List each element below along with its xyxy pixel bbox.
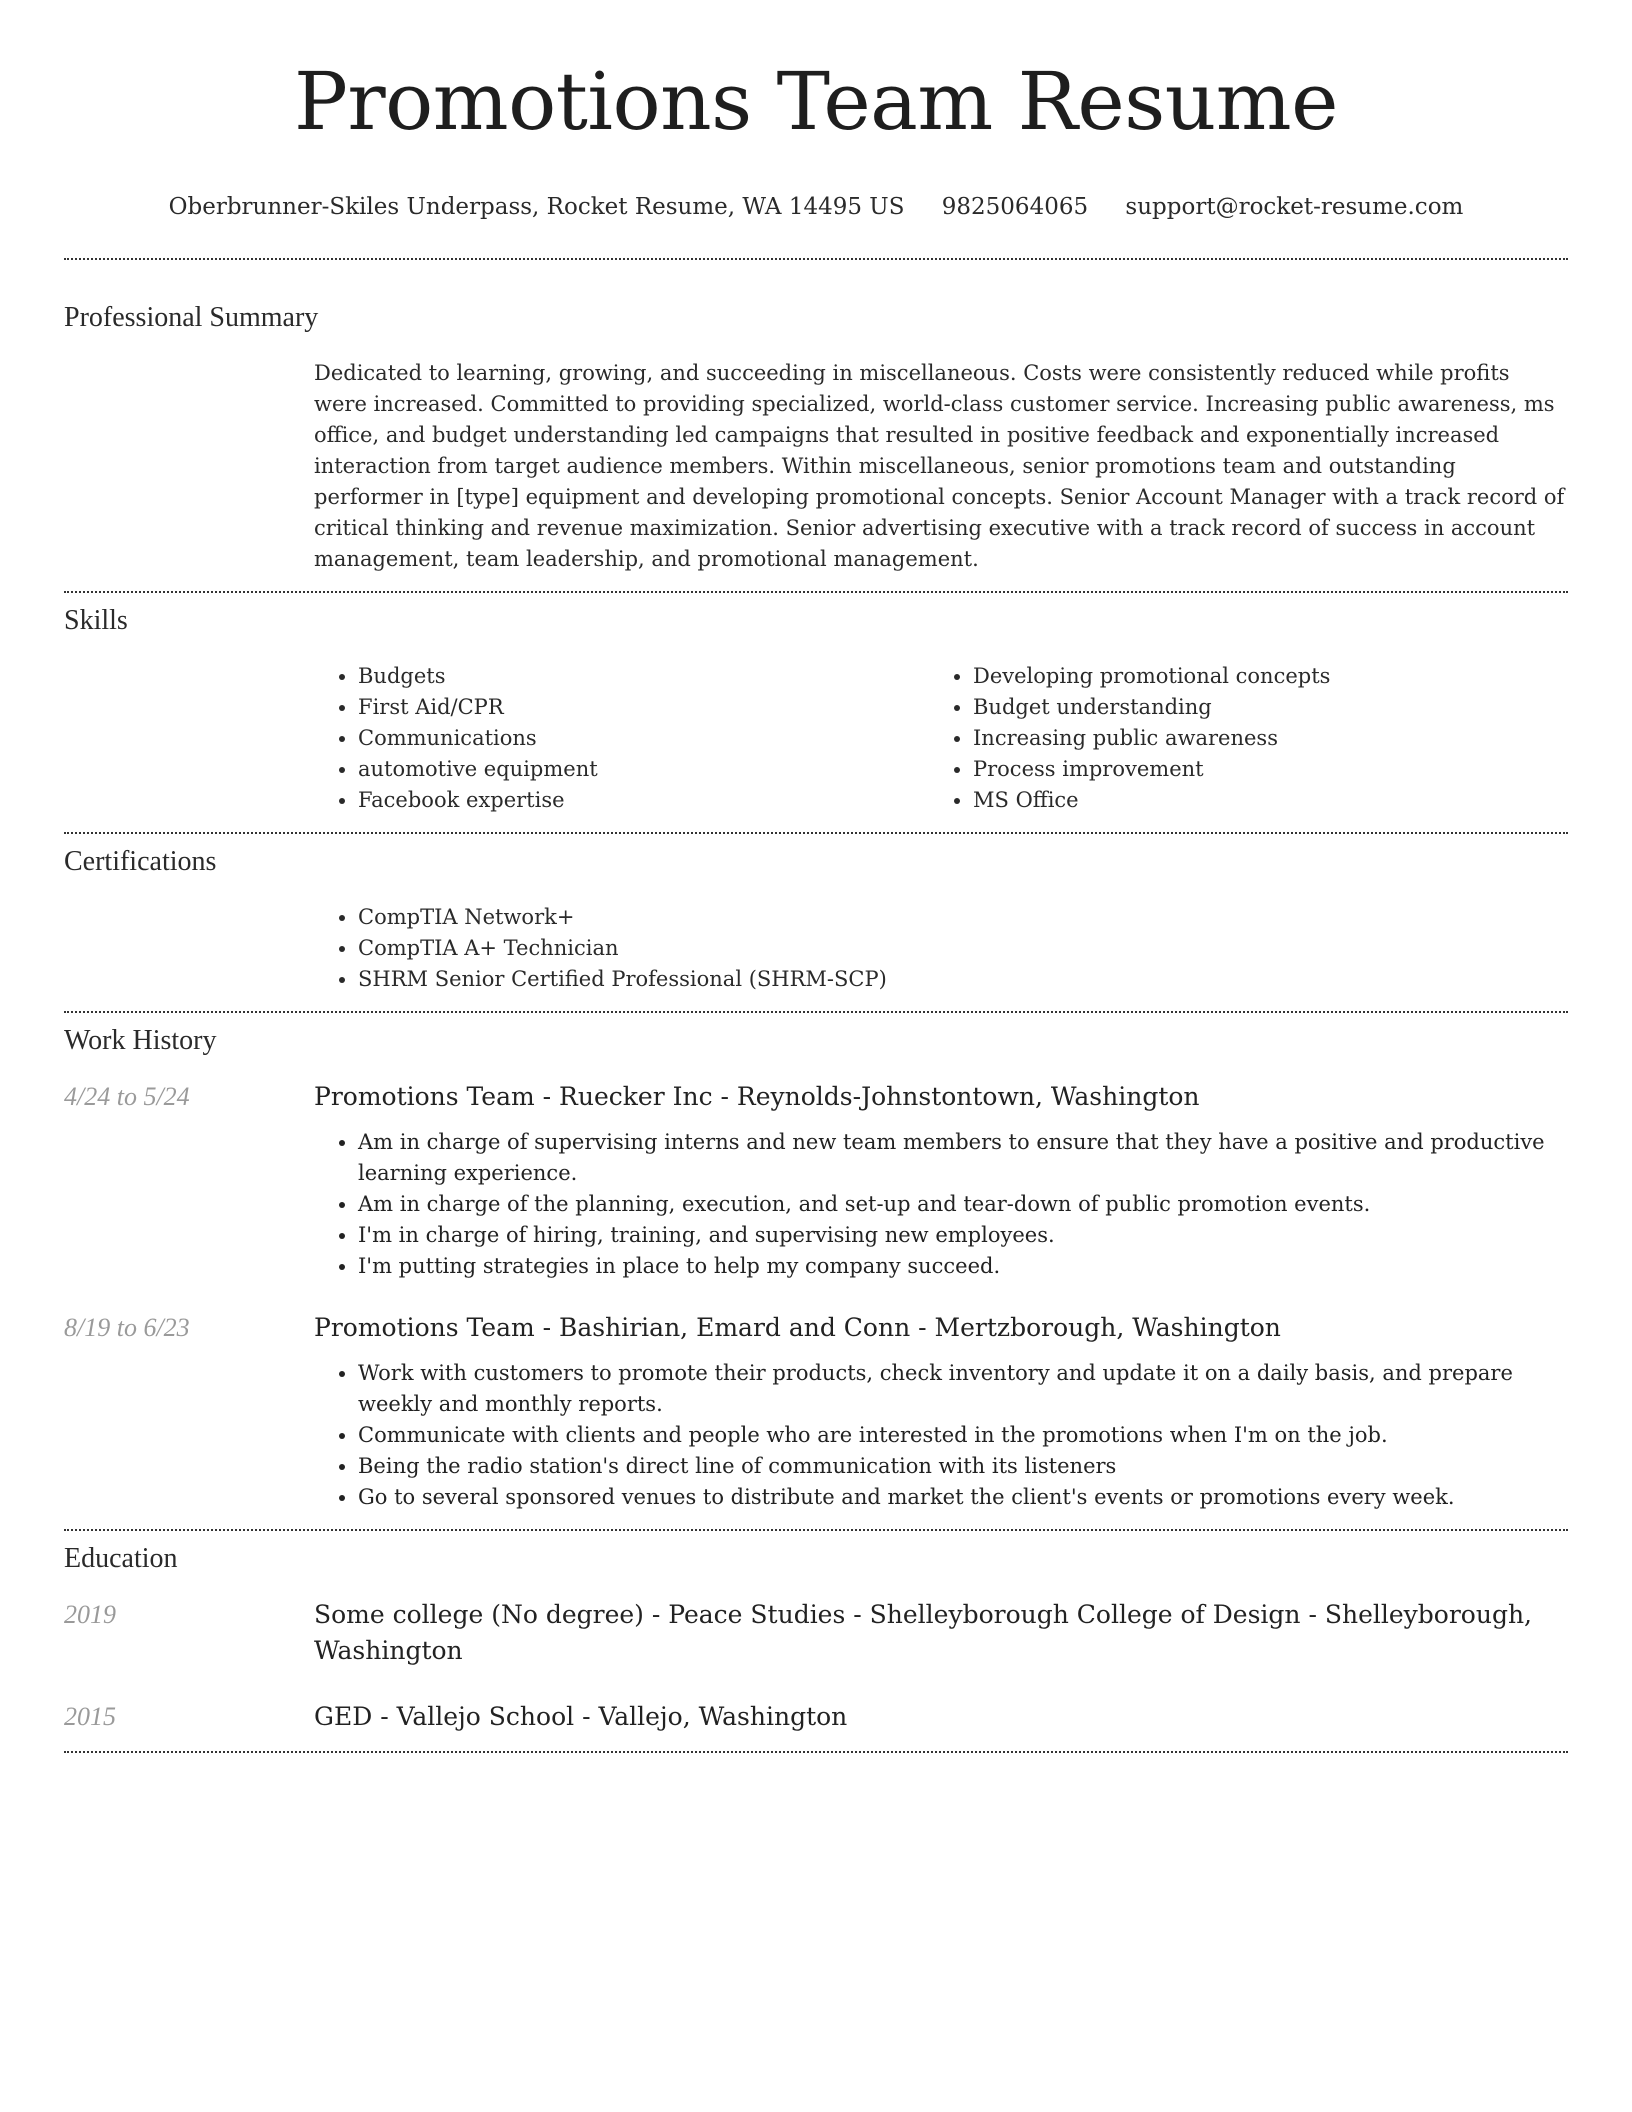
- skill-item: • Budgets: [358, 661, 929, 692]
- skills-list-left: [314, 661, 929, 816]
- education-heading: Education: [64, 1543, 178, 1574]
- job-bullet: • Work with customers to promote their products, check inventory and update it on a daily basis, and prepare weekly and monthly reports.: [358, 1358, 1568, 1420]
- education-body: [314, 1597, 1568, 1669]
- job-dates: 4/24 to 5/24: [64, 1082, 190, 1111]
- job-body: [314, 1310, 1568, 1513]
- summary-heading: Professional Summary: [64, 302, 319, 333]
- job-dates: 8/19 to 6/23: [64, 1313, 190, 1342]
- skill-item: • Facebook expertise: [358, 785, 929, 816]
- certifications-section: [64, 834, 1568, 995]
- job-bullet: • Am in charge of supervising interns and new team members to ensure that they have a positive and productive learning experience.: [358, 1127, 1568, 1189]
- job-bullet: • Go to several sponsored venues to distribute and market the client's events or promotions every week.: [358, 1482, 1568, 1513]
- certifications-content: [314, 902, 1568, 995]
- work-section: [64, 1013, 1568, 1513]
- summary-text: Dedicated to learning, growing, and succeeding in miscellaneous. Costs were consistently reduced while profits were increased. Committed to providing specialized, world-class customer service. Increasing public awareness, ms office, and budget understanding led campaigns that resulted in positive feedback and exponentially increased interaction from target audience members. Within miscellaneous, senior promotions team and outstanding performer in [type] equipment and developing promotional concepts. Senior Account Manager with a track record of critical thinking and revenue maximization. Senior advertising executive with a track record of success in account management, team leadership, and promotional management.: [314, 361, 1565, 571]
- education-entry: [64, 1699, 1568, 1735]
- skills-heading: Skills: [64, 605, 128, 636]
- skill-item: • MS Office: [973, 785, 1568, 816]
- skills-list-right: [929, 661, 1568, 816]
- contact-email: support@rocket-resume.com: [1125, 194, 1464, 220]
- job-body: [314, 1079, 1568, 1282]
- job-heading: Promotions Team - Bashirian, Emard and Conn - Mertzborough, Washington: [314, 1313, 1281, 1342]
- job-entry: [64, 1079, 1568, 1282]
- job-bullet: • I'm in charge of hiring, training, and supervising new employees.: [358, 1220, 1568, 1251]
- education-section: [64, 1531, 1568, 1735]
- education-heading-text: Some college (No degree) - Peace Studies - Shelleyborough College of Design - Shelleyborough, Washington: [314, 1600, 1533, 1665]
- skill-item: • Developing promotional concepts: [973, 661, 1568, 692]
- skill-item: • Budget understanding: [973, 692, 1568, 723]
- certifications-list: [314, 902, 1568, 995]
- work-heading: Work History: [64, 1025, 217, 1056]
- certification-item: • CompTIA A+ Technician: [358, 933, 1568, 964]
- education-year: 2019: [64, 1600, 116, 1629]
- contact-phone: 9825064065: [941, 194, 1089, 220]
- job-heading: Promotions Team - Ruecker Inc - Reynolds-Johnstontown, Washington: [314, 1082, 1200, 1111]
- skills-grid: [314, 661, 1568, 816]
- skills-section: [64, 593, 1568, 816]
- education-body: [314, 1699, 1568, 1735]
- resume-title: Promotions Team Resume: [294, 55, 1338, 148]
- certification-item: • CompTIA Network+: [358, 902, 1568, 933]
- section-divider: [64, 1751, 1568, 1753]
- job-bullet: • Am in charge of the planning, execution, and set-up and tear-down of public promotion events.: [358, 1189, 1568, 1220]
- certification-item: • SHRM Senior Certified Professional (SHRM-SCP): [358, 964, 1568, 995]
- contact-line: [64, 190, 1568, 224]
- skill-item: • First Aid/CPR: [358, 692, 929, 723]
- job-entry: [64, 1310, 1568, 1513]
- job-bullet: • Being the radio station's direct line of communication with its listeners: [358, 1451, 1568, 1482]
- skill-item: • Process improvement: [973, 754, 1568, 785]
- skill-item: • Increasing public awareness: [973, 723, 1568, 754]
- certifications-heading: Certifications: [64, 846, 217, 877]
- education-heading-text: GED - Vallejo School - Vallejo, Washington: [314, 1702, 848, 1731]
- job-bullets: [314, 1127, 1568, 1282]
- job-bullets: [314, 1358, 1568, 1513]
- education-entry: [64, 1597, 1568, 1669]
- summary-content: [314, 358, 1568, 575]
- job-bullet: • Communicate with clients and people who are interested in the promotions when I'm on the job.: [358, 1420, 1568, 1451]
- summary-section: [64, 260, 1568, 575]
- job-bullet: • I'm putting strategies in place to help my company succeed.: [358, 1251, 1568, 1282]
- skill-item: • automotive equipment: [358, 754, 929, 785]
- contact-address: Oberbrunner-Skiles Underpass, Rocket Resume, WA 14495 US: [168, 194, 905, 220]
- education-year: 2015: [64, 1702, 116, 1731]
- skill-item: • Communications: [358, 723, 929, 754]
